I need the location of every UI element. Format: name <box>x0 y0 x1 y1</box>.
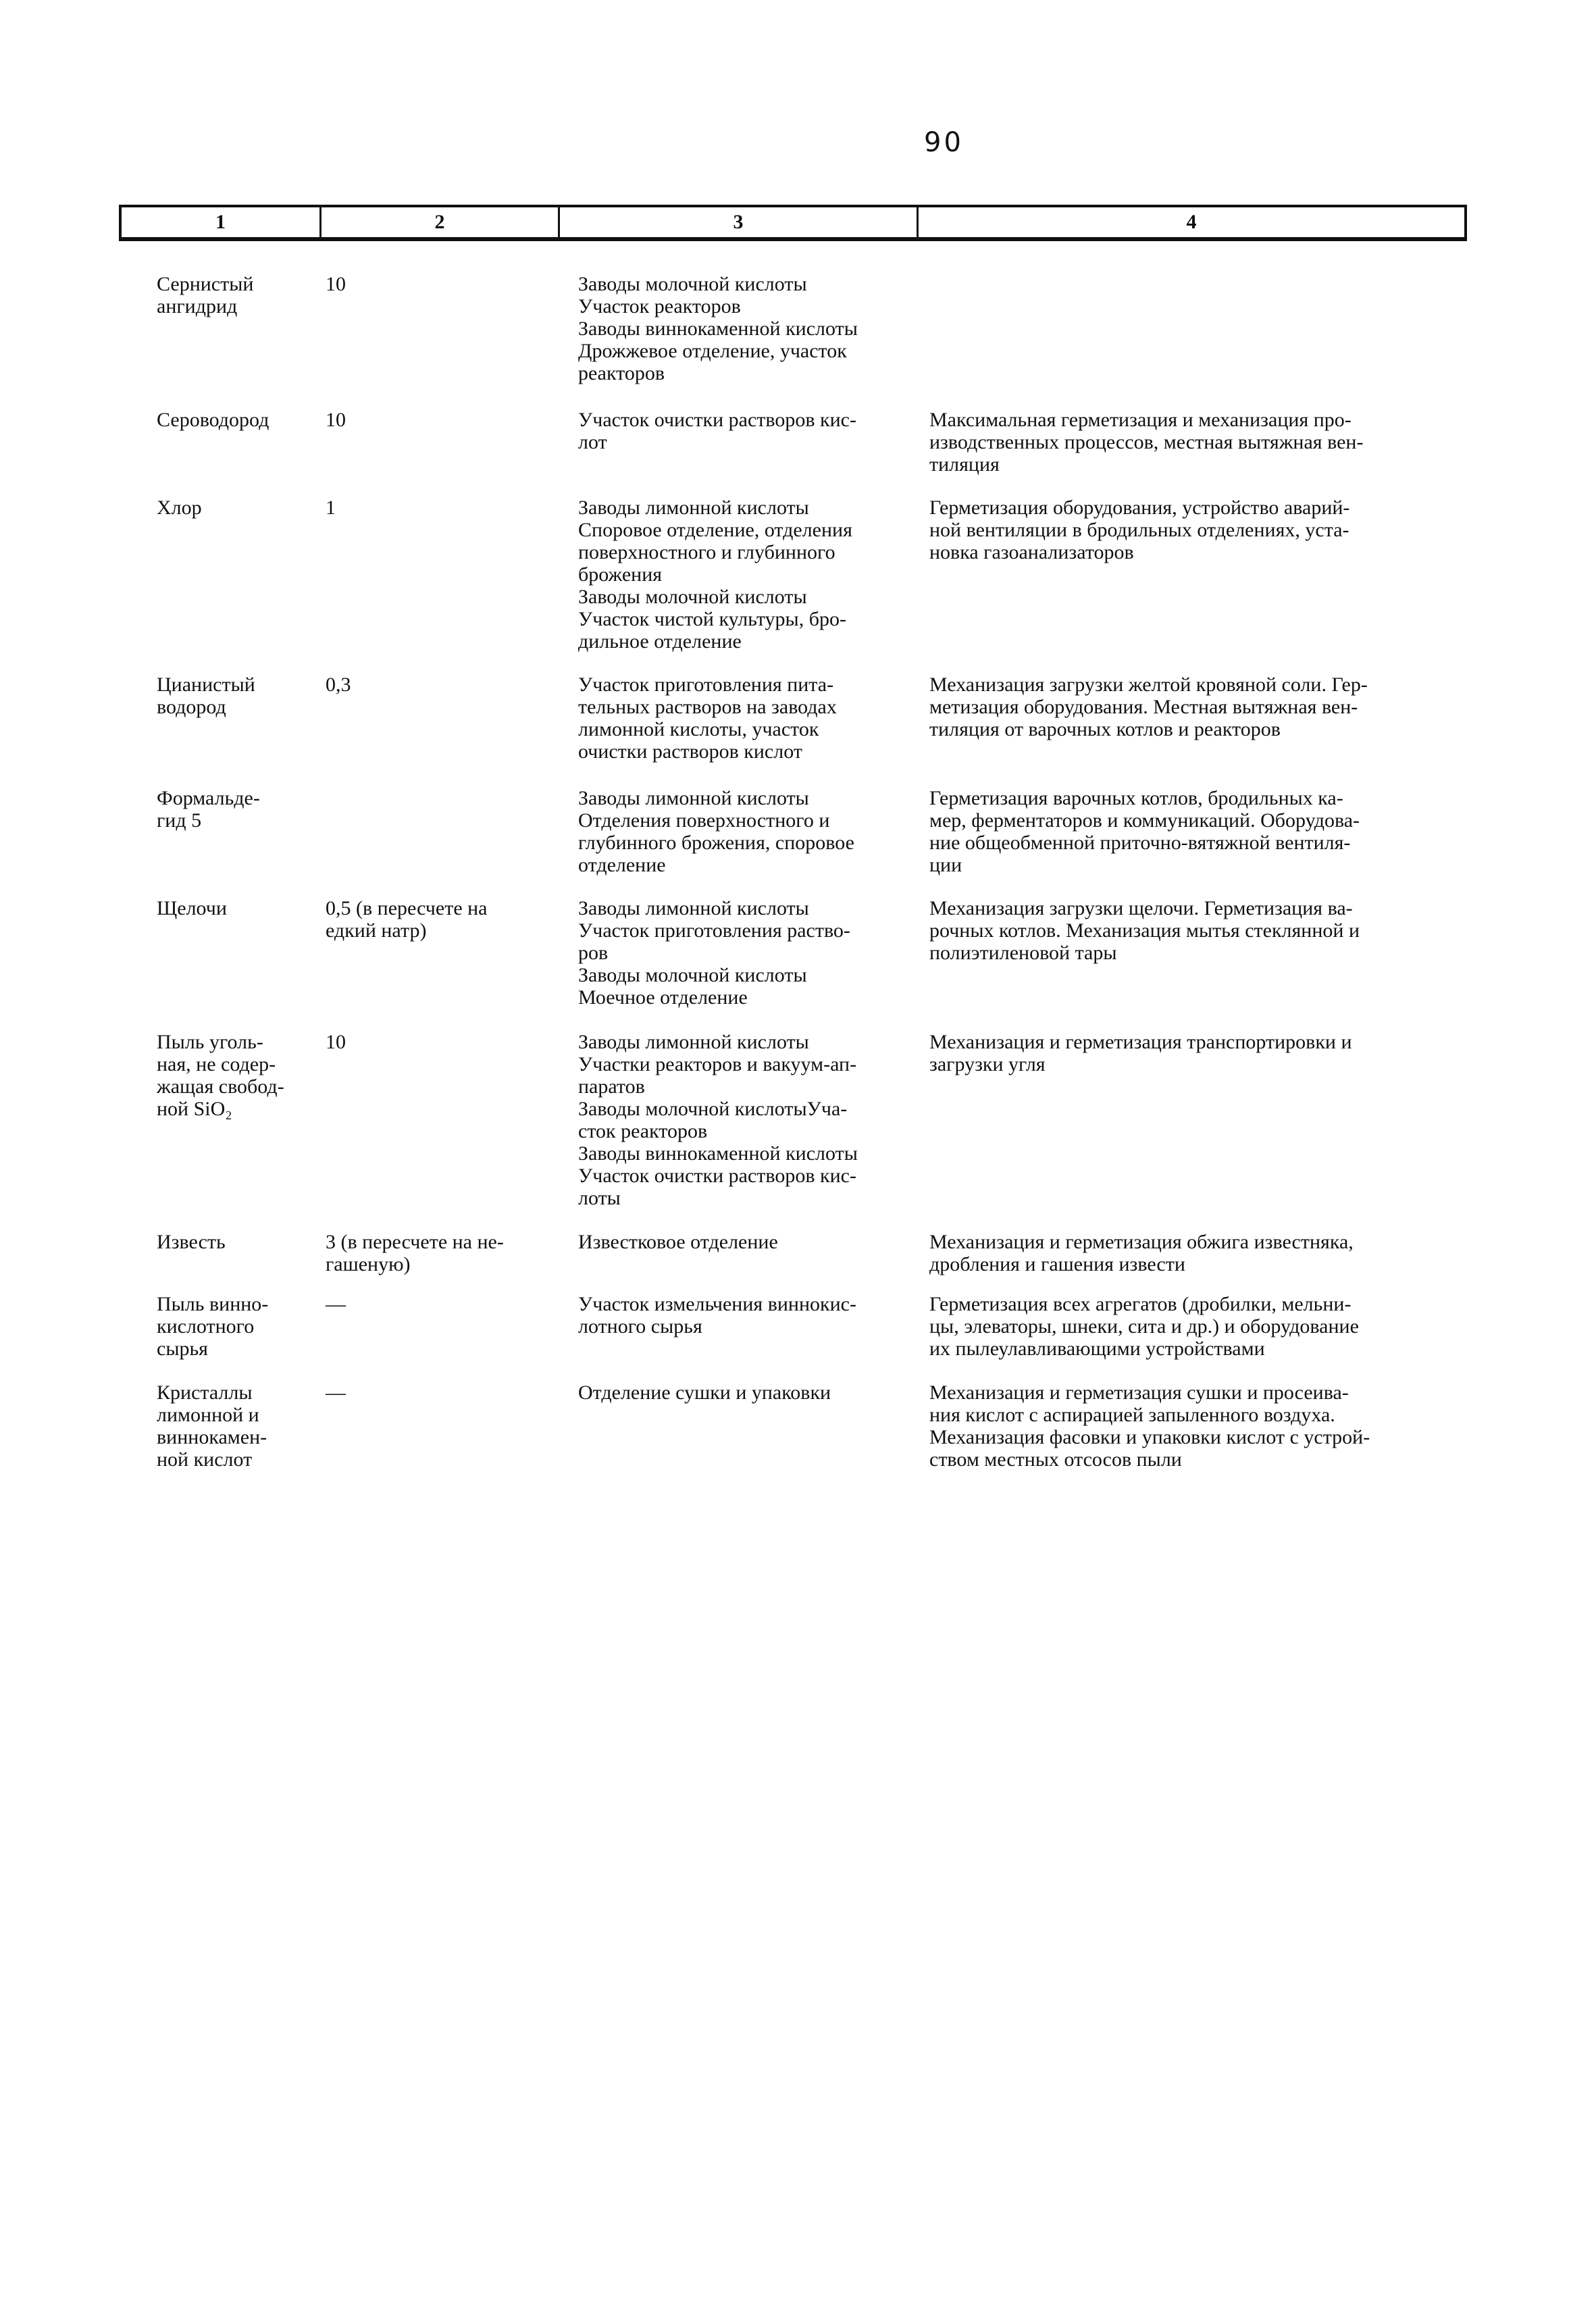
substance-cell: Пыль уголь- ная, не содер- жащая свобод- ной SiO₂ <box>157 1031 284 1120</box>
value-cell <box>326 787 578 897</box>
measures-cell: Герметизация варочных котлов, бродильных ка- мер, ферментаторов и коммуникаций. Оборудова- ние общеобменной приточно-вятяжной вентиля- ции <box>929 787 1360 876</box>
page-number: 90 <box>924 127 964 158</box>
column-header-1: 1 <box>122 207 321 237</box>
substance-cell: Известь <box>157 1231 226 1253</box>
location-cell: Участок очистки растворов кис- лот <box>578 409 856 453</box>
column-header-3: 3 <box>560 207 919 237</box>
substance-cell: Сероводород <box>157 409 269 431</box>
table-row <box>119 273 1467 409</box>
substance-cell: Сернистый ангидрид <box>157 273 254 317</box>
column-header-2: 2 <box>321 207 560 237</box>
table-row <box>119 409 1467 497</box>
table-row <box>119 1293 1467 1381</box>
substance-cell: Пыль винно- кислотного сырья <box>157 1293 269 1360</box>
value-cell: 10 <box>326 273 346 295</box>
location-cell: Отделение сушки и упаковки <box>578 1381 831 1404</box>
measures-cell: Механизация и герметизация обжига известняка, дробления и гашения извести <box>929 1231 1354 1275</box>
substance-cell: Формальде- гид 5 <box>157 787 260 832</box>
value-cell: 10 <box>326 409 346 431</box>
table-row <box>119 1231 1467 1293</box>
measures-cell: Максимальная герметизация и механизация про- изводственных процессов, местная вытяжная вен- тиляция <box>929 409 1364 476</box>
column-header-4: 4 <box>1186 211 1197 233</box>
location-cell: Заводы лимонной кислоты Отделения поверхностного и глубинного брожения, споровое отделение <box>578 787 854 876</box>
value-cell: 1 <box>326 497 336 519</box>
substance-cell: Кристаллы лимонной и виннокамен- ной кислот <box>157 1381 267 1471</box>
substance-cell: Хлор <box>157 497 202 519</box>
value-cell: — <box>326 1381 346 1404</box>
measures-cell: Герметизация оборудования, устройство аварий- ной вентиляции в бродильных отделениях, уста- новка газоанализаторов <box>929 497 1350 563</box>
table-body <box>119 273 1467 1476</box>
value-cell: 0,5 (в пересчете на едкий натр) <box>326 897 488 942</box>
value-cell: 10 <box>326 1031 346 1053</box>
measures-cell: Герметизация всех агрегатов (дробилки, мельни- цы, элеваторы, шнеки, сита и др.) и оборудование их пылеулавливающими устройствами <box>929 1293 1359 1360</box>
location-cell: Участок приготовления пита- тельных растворов на заводах лимонной кислоты, участок очистки растворов кислот <box>578 673 837 763</box>
location-cell: Заводы молочной кислоты Участок реакторов Заводы виннокаменной кислоты Дрожжевое отделение, участок реакторов <box>578 273 858 384</box>
table-row <box>119 897 1467 1031</box>
measures-cell: Механизация загрузки щелочи. Герметизация ва- рочных котлов. Механизация мытья стеклянной и полиэтиленовой тары <box>929 897 1360 964</box>
measures-cell: Механизация и герметизация сушки и просеива- ния кислот с аспирацией запыленного воздуха. Механизация фасовки и упаковки кислот с устрой- ством местных отсосов пыли <box>929 1381 1370 1471</box>
measures-cell <box>929 273 1467 409</box>
location-cell: Заводы лимонной кислоты Споровое отделение, отделения поверхностного и глубинного брожения Заводы молочной кислоты Участок чистой культуры, бро- дильное отделение <box>578 497 852 653</box>
table-header <box>119 205 1467 241</box>
substance-cell: Щелочи <box>157 897 227 919</box>
value-cell: 3 (в пересчете на не- гашеную) <box>326 1231 504 1275</box>
table-row <box>119 1381 1467 1476</box>
substance-cell: Цианистый водород <box>157 673 255 718</box>
table-row <box>119 1031 1467 1231</box>
location-cell: Заводы лимонной кислоты Участки реакторов и вакуум-ап- паратов Заводы молочной кислотыУча- сток реакторов Заводы виннокаменной кислоты Участок очистки растворов кис- лоты <box>578 1031 858 1209</box>
location-cell: Известковое отделение <box>578 1231 778 1253</box>
measures-cell: Механизация и герметизация транспортировки и загрузки угля <box>929 1031 1352 1075</box>
table-row <box>119 673 1467 787</box>
location-cell: Заводы лимонной кислоты Участок приготовления раство- ров Заводы молочной кислоты Моечное отделение <box>578 897 850 1009</box>
table-row <box>119 787 1467 897</box>
measures-cell: Механизация загрузки желтой кровяной соли. Гер- метизация оборудования. Местная вытяжная вен- тиляция от варочных котлов и реакторов <box>929 673 1368 740</box>
location-cell: Участок измельчения виннокис- лотного сырья <box>578 1293 856 1338</box>
table-row <box>119 497 1467 673</box>
value-cell: 0,3 <box>326 673 351 696</box>
value-cell: — <box>326 1293 346 1315</box>
